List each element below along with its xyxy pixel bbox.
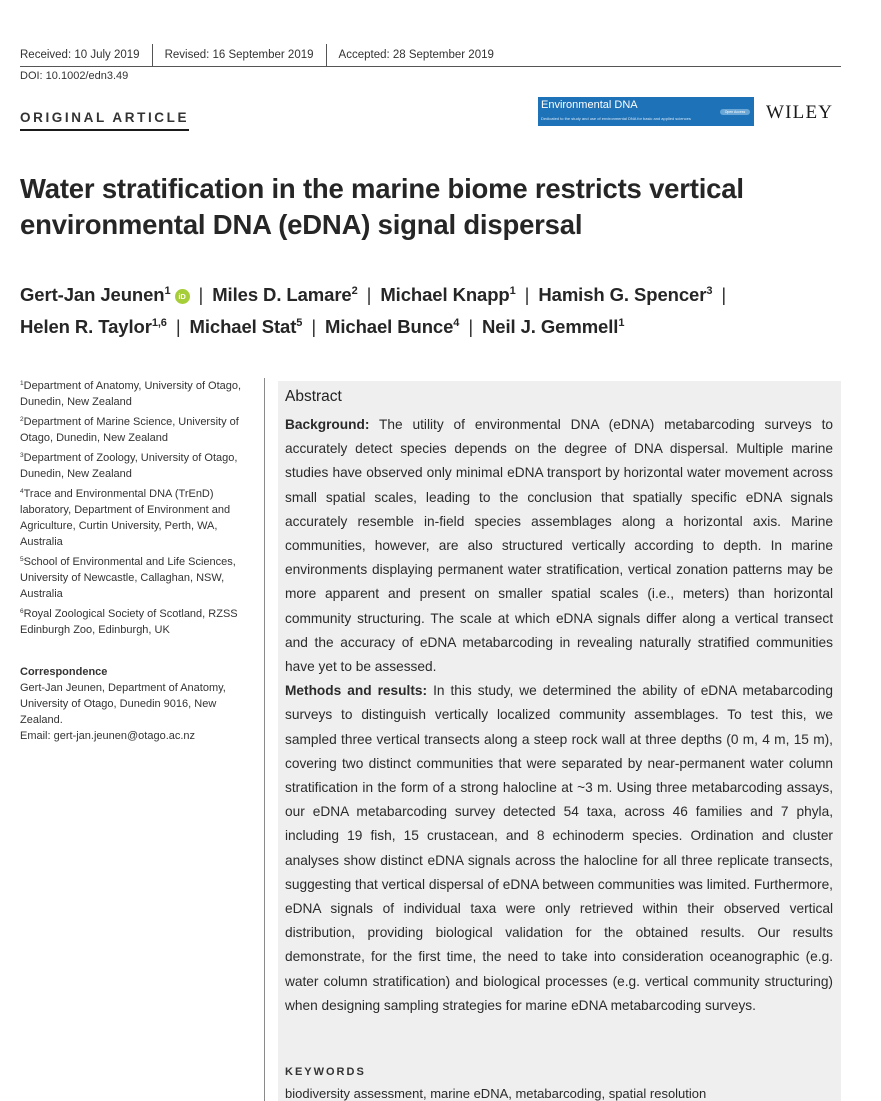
keywords-heading: KEYWORDS	[285, 1066, 366, 1078]
paper-title: Water stratification in the marine biome restricts vertical environmental DNA (eDNA) signal dispersal	[20, 173, 744, 240]
abstract-heading: Abstract	[285, 388, 342, 405]
open-access-badge: Open Access	[720, 109, 750, 115]
orcid-icon[interactable]: iD	[175, 289, 190, 304]
author[interactable]: Neil J. Gemmell$^1$	[482, 316, 625, 337]
author-line: Gert-Jan Jeunen$^1$ iD | Miles D. Lamare$^2$ | Michael Knapp$^1$ | Hamish G. Spencer$^3$ |	[20, 284, 727, 305]
author[interactable]: Helen R. Taylor$^{1,6}$	[20, 316, 167, 337]
affiliation: $^2$Department of Marine Science, University of Otago, Dunedin, New Zealand	[20, 416, 239, 444]
author[interactable]: Michael Bunce$^4$	[325, 316, 460, 337]
correspondence	[20, 664, 252, 744]
abstract-background: Background: The utility of environmental DNA (eDNA) metabarcoding surveys to accurately detect species depends on the degree of DNA dispersal. Multiple marine studies have observed only minimal eDNA transport by horizontal water movement across small spatial scales, leading to the conclusion that spatially specific eDNA signals accurately resemble in-field species assemblages along a horizontal axis. Marine communities, however, are also structured vertically according to depth. In marine environments displaying permanent water stratification, vertical zonation patterns may be more apparent and present on smaller spatial scales (i.e., meters) than horizontal community structuring. The scale at which eDNA signals differ along a vertical transect and the accuracy of eDNA metabarcoding in revealing naturally stratified communities have yet to be assessed.	[285, 417, 833, 675]
author[interactable]: Michael Stat$^5$	[189, 316, 303, 337]
affiliation: $^6$Royal Zoological Society of Scotland, RZSS Edinburgh Zoo, Edinburgh, UK	[20, 608, 238, 636]
affiliation: $^5$School of Environmental and Life Sciences, University of Newcastle, Callaghan, NSW, Australia	[20, 556, 236, 600]
publication-dates	[20, 44, 494, 66]
abstract-divider	[264, 378, 265, 1101]
date-separator	[326, 44, 327, 66]
affiliation: $^1$Department of Anatomy, University of Otago, Dunedin, New Zealand	[20, 380, 242, 408]
doi[interactable]: DOI: 10.1002/edn3.49	[20, 70, 129, 82]
author[interactable]: Michael Knapp$^1$	[380, 284, 516, 305]
author-list	[20, 279, 870, 343]
publisher-logo[interactable]: WILEY	[766, 102, 834, 123]
keywords-list: biodiversity assessment, marine eDNA, metabarcoding, spatial resolution	[285, 1086, 707, 1101]
affiliations	[20, 378, 252, 642]
revised-date: Revised: 16 September 2019	[164, 49, 314, 61]
author[interactable]: Gert-Jan Jeunen$^1$ iD	[20, 284, 190, 305]
abstract-body	[285, 413, 833, 1018]
date-separator	[152, 44, 153, 66]
author-line: Helen R. Taylor$^{1,6}$ | Michael Stat$^5$ | Michael Bunce$^4$ | Neil J. Gemmell$^1$	[20, 316, 625, 337]
author[interactable]: Miles D. Lamare$^2$	[212, 284, 358, 305]
affiliation: $^4$Trace and Environmental DNA (TrEnD) laboratory, Department of Environment and Agriculture, Curtin University, Perth, WA, Australia	[20, 488, 231, 548]
received-date: Received: 10 July 2019	[20, 49, 140, 61]
journal-name: Environmental DNA	[541, 99, 638, 111]
journal-banner[interactable]	[538, 97, 754, 126]
article-type: ORIGINAL ARTICLE	[20, 110, 189, 131]
author[interactable]: Hamish G. Spencer$^3$	[538, 284, 713, 305]
correspondence-email[interactable]: Email: gert-jan.jeunen@otago.ac.nz	[20, 730, 196, 742]
affiliation: $^3$Department of Zoology, University of Otago, Dunedin, New Zealand	[20, 452, 238, 480]
journal-tagline: Dedicated to the study and use of environmental DNA for basic and applied sciences	[541, 116, 691, 121]
correspondence-heading: Correspondence	[20, 666, 108, 678]
accepted-date: Accepted: 28 September 2019	[338, 49, 494, 61]
correspondence-address: Gert-Jan Jeunen, Department of Anatomy, University of Otago, Dunedin 9016, New Zealand.	[20, 682, 226, 726]
abstract-methods: Methods and results: In this study, we determined the ability of eDNA metabarcoding surveys to distinguish vertically localized community assemblages. To test this, we sampled three vertical transects along a steep rock wall at three depths (0 m, 4 m, 15 m), covering two distinct communities that were separated by near-permanent water column stratification in the form of a strong halocline at ~3 m. Using three metabarcoding assays, our eDNA metabarcoding survey detected 54 taxa, across 46 families and 7 phyla, including 19 fish, 15 crustacean, and 8 echinoderm species. Ordination and cluster analyses show distinct eDNA signals across the halocline for all three replicate transects, suggesting that vertical dispersal of eDNA between communities was limited. Furthermore, eDNA signals of individual taxa were only retrieved within their observed vertical distribution, providing biological validation for the obtained results. Our results demonstrate, for the first time, the need to take into consideration oceanographic (e.g. water column stratification) and biological processes (e.g. vertical community structuring) when designing sampling strategies for marine eDNA metabarcoding surveys.	[285, 683, 833, 1013]
header-divider	[20, 66, 841, 67]
